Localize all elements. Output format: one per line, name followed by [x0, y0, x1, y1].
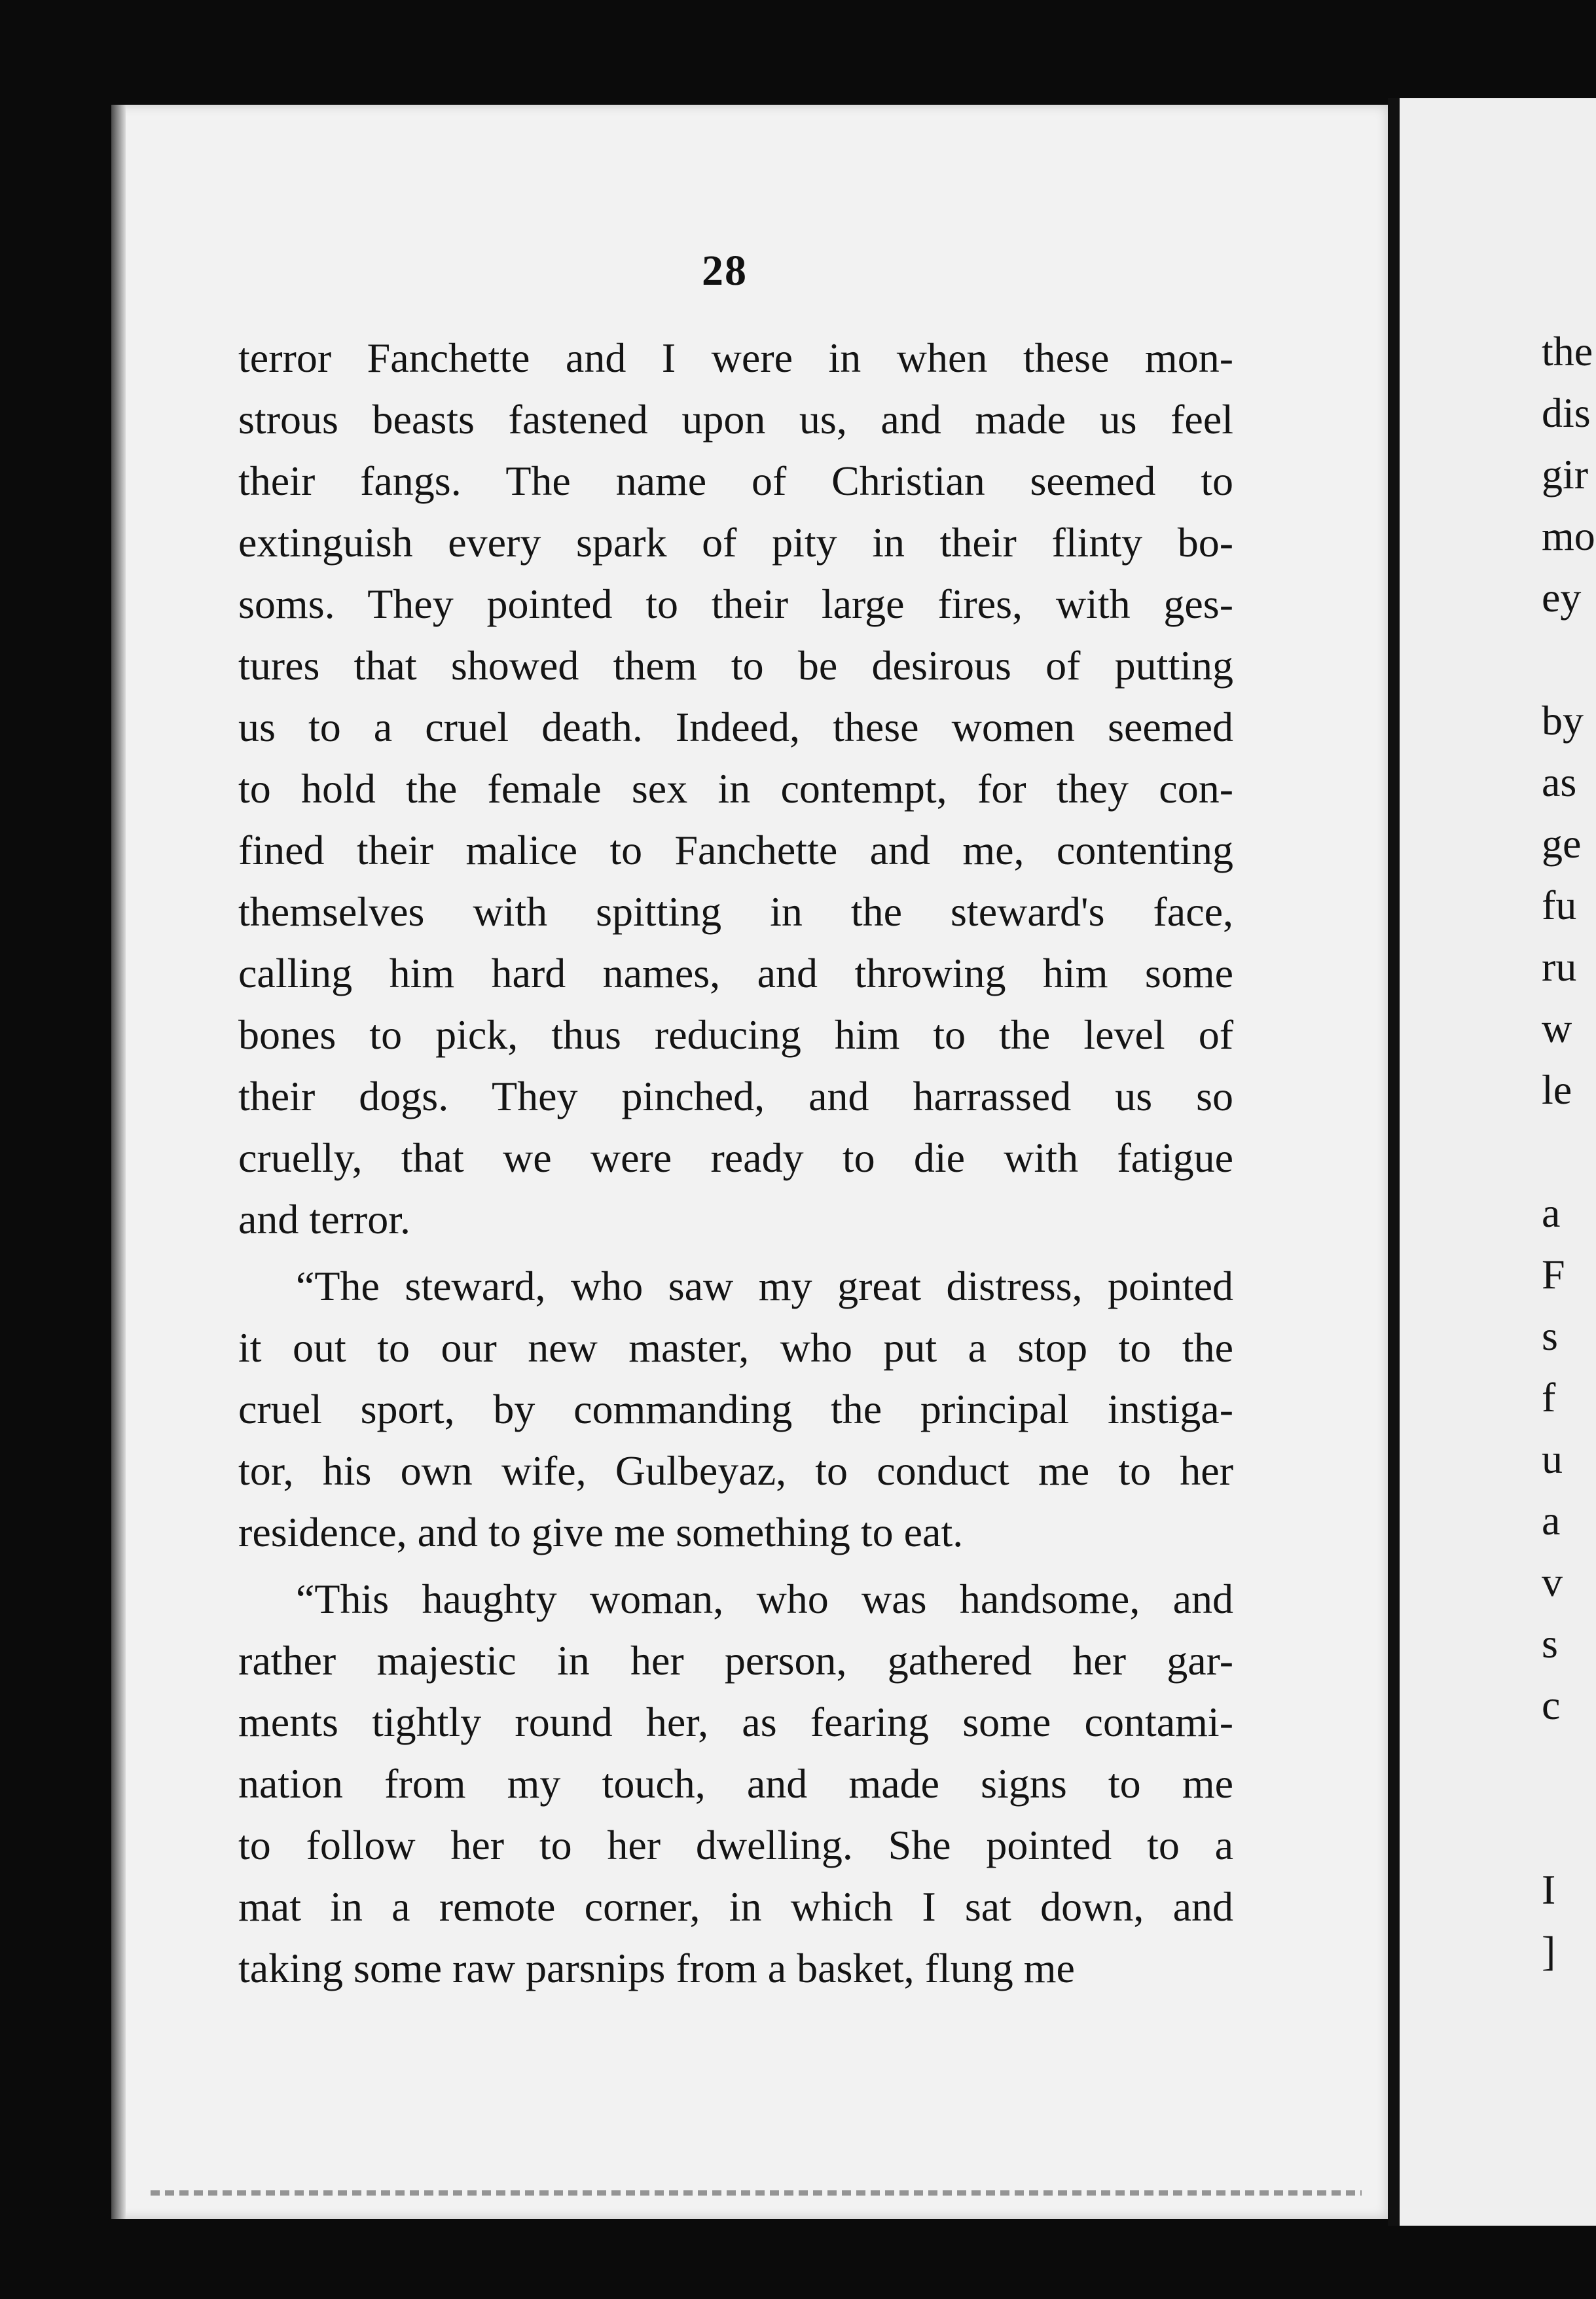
facing-page-fragment: fu: [1542, 882, 1577, 928]
text-line: their dogs. They pinched, and harrassed us so: [238, 1073, 1233, 1119]
text-line: rather majestic in her person, gathered her gar-: [238, 1637, 1233, 1684]
facing-page-fragment: as: [1542, 759, 1577, 805]
text-line: and terror.: [238, 1196, 410, 1242]
page-text: [238, 327, 1233, 1999]
text-line: to follow her to her dwelling. She pointed to a: [238, 1822, 1233, 1868]
text-line: to hold the female sex in contempt, for they con-: [238, 765, 1233, 812]
facing-page-fragment: c: [1542, 1682, 1561, 1728]
facing-page-fragment: ge: [1542, 820, 1582, 867]
facing-page-fragment: ]: [1542, 1928, 1556, 1974]
text-line: tor, his own wife, Gulbeyaz, to conduct me to her: [238, 1447, 1233, 1494]
facing-page-fragment: a: [1542, 1189, 1561, 1236]
facing-page-fragment: f: [1542, 1374, 1556, 1421]
text-line: taking some raw parsnips from a basket, flung me: [238, 1945, 1075, 1991]
text-line: extinguish every spark of pity in their flinty bo-: [238, 519, 1233, 566]
facing-page-fragment: s: [1542, 1620, 1558, 1667]
text-line: their fangs. The name of Christian seemed to: [238, 458, 1233, 504]
facing-page-fragment: gir: [1542, 451, 1589, 498]
facing-page-fragment: le: [1542, 1066, 1572, 1113]
text-line: “The steward, who saw my great distress, pointed: [296, 1263, 1233, 1309]
text-line: ments tightly round her, as fearing some contami-: [238, 1699, 1233, 1745]
text-line: mat in a remote corner, in which I sat down, and: [238, 1883, 1233, 1930]
text-line: fined their malice to Fanchette and me, contenting: [238, 827, 1233, 873]
facing-page-fragments: [1542, 321, 1595, 1982]
text-line: nation from my touch, and made signs to me: [238, 1760, 1233, 1807]
facing-page-fragment: s: [1542, 1312, 1558, 1359]
text-line: terror Fanchette and I were in when these mon-: [238, 335, 1233, 381]
text-line: bones to pick, thus reducing him to the level of: [238, 1011, 1233, 1058]
text-line: themselves with spitting in the steward's face,: [238, 888, 1233, 935]
facing-page-fragment: the: [1542, 328, 1593, 374]
facing-page-fragment: F: [1542, 1251, 1565, 1297]
facing-page-fragment: w: [1542, 1005, 1572, 1051]
facing-page-fragment: a: [1542, 1497, 1561, 1544]
facing-page-fragment: ey: [1542, 574, 1582, 621]
facing-page-fragment: [1542, 1736, 1595, 1798]
facing-page-fragment: v: [1542, 1559, 1563, 1605]
book-gutter: [1388, 98, 1400, 2226]
text-line: residence, and to give me something to eat.: [238, 1509, 964, 1555]
facing-page-fragment: mo: [1542, 513, 1595, 559]
text-line: us to a cruel death. Indeed, these women seemed: [238, 704, 1233, 750]
text-line: calling him hard names, and throwing him some: [238, 950, 1233, 996]
facing-page-fragment: [1542, 1121, 1595, 1182]
page-number: 28: [702, 247, 748, 295]
text-line: cruelly, that we were ready to die with fatigue: [238, 1134, 1233, 1181]
facing-page-fragment: u: [1542, 1436, 1563, 1482]
facing-page-fragment: [1542, 1798, 1595, 1859]
text-line: cruel sport, by commanding the principal instiga-: [238, 1386, 1233, 1432]
facing-page-fragment: ru: [1542, 943, 1577, 990]
text-line: soms. They pointed to their large fires, with ges-: [238, 581, 1233, 627]
facing-page-fragment: I: [1542, 1866, 1556, 1913]
text-line: strous beasts fastened upon us, and made us feel: [238, 396, 1233, 443]
text-line: it out to our new master, who put a stop to the: [238, 1324, 1233, 1371]
facing-page-fragment: dis: [1542, 389, 1591, 436]
facing-page-fragment: by: [1542, 697, 1584, 744]
facing-page-fragment: [1542, 628, 1595, 690]
text-line: “This haughty woman, who was handsome, and: [296, 1576, 1233, 1622]
text-line: tures that showed them to be desirous of putting: [238, 642, 1233, 689]
